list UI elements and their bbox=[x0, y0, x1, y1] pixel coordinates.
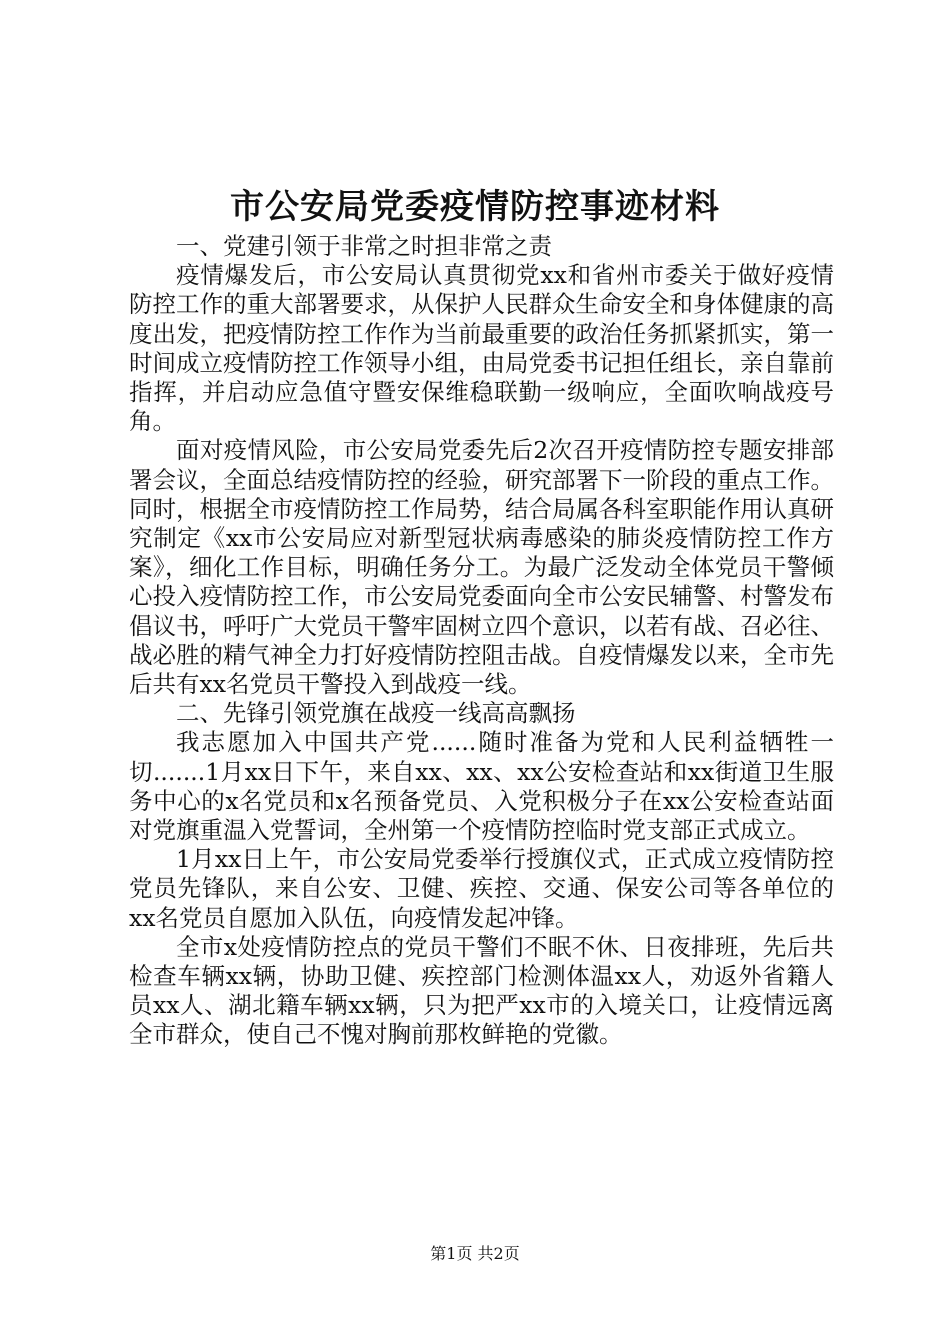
body-paragraph: 面对疫情风险，市公安局党委先后2次召开疫情防控专题安排部署会议，全面总结疫情防控的经验，研究部署下一阶段的重点工作。同时，根据全市疫情防控工作局势，结合局属各科室职能作用认真研究制定《xx市公安局应对新型冠状病毒感染的肺炎疫情防控工作方案》，细化工作目标，明确任务分工。为最广泛发动全体党员干警倾心投入疫情防控工作，市公安局党委面向全市公安民辅警、村警发布倡议书，呼吁广大党员干警牢固树立四个意识，以若有战、召必往、战必胜的精气神全力打好疫情防控阻击战。自疫情爆发以来，全市先后共有xx名党员干警投入到战疫一线。 bbox=[129, 436, 834, 699]
document-body bbox=[129, 232, 834, 1050]
body-paragraph: 1月xx日上午，市公安局党委举行授旗仪式，正式成立疫情防控党员先锋队，来自公安、卫健、疾控、交通、保安公司等各单位的xx名党员自愿加入队伍，向疫情发起冲锋。 bbox=[129, 845, 834, 932]
body-paragraph: 全市x处疫情防控点的党员干警们不眠不休、日夜排班，先后共检查车辆xx辆，协助卫健、疾控部门检测体温xx人，劝返外省籍人员xx人、湖北籍车辆xx辆，只为把严xx市的入境关口，让疫情远离全市群众，使自己不愧对胸前那枚鲜艳的党徽。 bbox=[129, 932, 834, 1049]
body-paragraph: 疫情爆发后，市公安局认真贯彻党xx和省州市委关于做好疫情防控工作的重大部署要求，从保护人民群众生命安全和身体健康的高度出发，把疫情防控工作作为当前最重要的政治任务抓紧抓实，第一时间成立疫情防控工作领导小组，由局党委书记担任组长，亲自靠前指挥，并启动应急值守暨安保维稳联勤一级响应，全面吹响战疫号角。 bbox=[129, 261, 834, 436]
section-heading: 一、党建引领于非常之时担非常之责 bbox=[176, 232, 552, 260]
body-paragraph: 我志愿加入中国共产党......随时准备为党和人民利益牺牲一切.......1月xx日下午，来自xx、xx、xx公安检查站和xx街道卫生服务中心的x名党员和x名预备党员、入党积极分子在xx公安检查站面对党旗重温入党誓词，全州第一个疫情防控临时党支部正式成立。 bbox=[129, 728, 834, 845]
page-number-footer: 第1页 共2页 bbox=[430, 1244, 520, 1263]
section-heading: 二、先锋引领党旗在战疫一线高高飘扬 bbox=[176, 699, 576, 728]
document-title: 市公安局党委疫情防控事迹材料 bbox=[230, 187, 720, 227]
